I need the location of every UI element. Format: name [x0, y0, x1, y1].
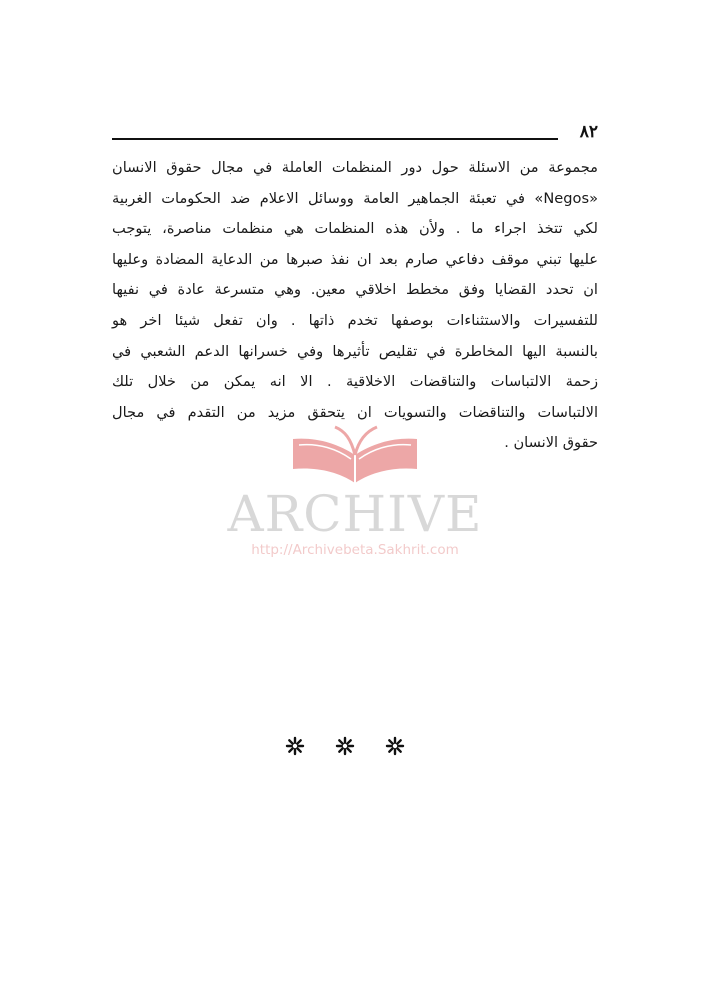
- text-line: حقوق الانسان .: [504, 434, 598, 452]
- text-line: للتفسيرات والاستثناءات بوصفها تخدم ذاتها . وان تفعل شيئا اخر هو: [112, 311, 598, 329]
- open-book-icon: [285, 425, 425, 487]
- text-line: زحمة الالتباسات والتناقضات الاخلاقية . الا انه يمكن من خلال تلك: [112, 373, 598, 391]
- text-line: لكي تتخذ اجراء ما . ولأن هذه المنظمات هي منظمات مناصرة، يتوجب: [112, 220, 598, 238]
- asterisk-ornament-icon: [385, 736, 405, 756]
- watermark-title: ARCHIVE: [227, 485, 483, 543]
- text-line: عليها تبني موقف دفاعي صارم بعد ان نفذ صبرها من الدعاية المضادة وعليها: [112, 250, 598, 268]
- text-line: ان تحدد القضايا وفق مخطط اخلاقي معين. وهي متسرعة عادة في نفيها: [112, 281, 598, 299]
- watermark-url: http://Archivebeta.Sakhrit.com: [251, 542, 459, 558]
- body-paragraph: [112, 153, 598, 459]
- section-ornaments: [285, 734, 405, 758]
- text-line: بالنسبة اليها المخاطرة في تقليص تأثيرها وفي خسرانها الدعم الشعبي في: [112, 342, 598, 360]
- archive-watermark: [205, 425, 505, 570]
- page-number: ٨٢: [579, 122, 598, 142]
- header-rule: [112, 138, 558, 140]
- page-header: [112, 124, 598, 146]
- text-line: الالتباسات والتناقضات والتسويات ان يتحقق مزيد من التقدم في مجال: [112, 403, 598, 421]
- text-line: «Negos» في تعبئة الجماهير العامة ووسائل الاعلام ضد الحكومات الغربية: [112, 189, 598, 207]
- asterisk-ornament-icon: [335, 736, 355, 756]
- text-line: مجموعة من الاسئلة حول دور المنظمات العاملة في مجال حقوق الانسان: [112, 159, 598, 176]
- asterisk-ornament-icon: [285, 736, 305, 756]
